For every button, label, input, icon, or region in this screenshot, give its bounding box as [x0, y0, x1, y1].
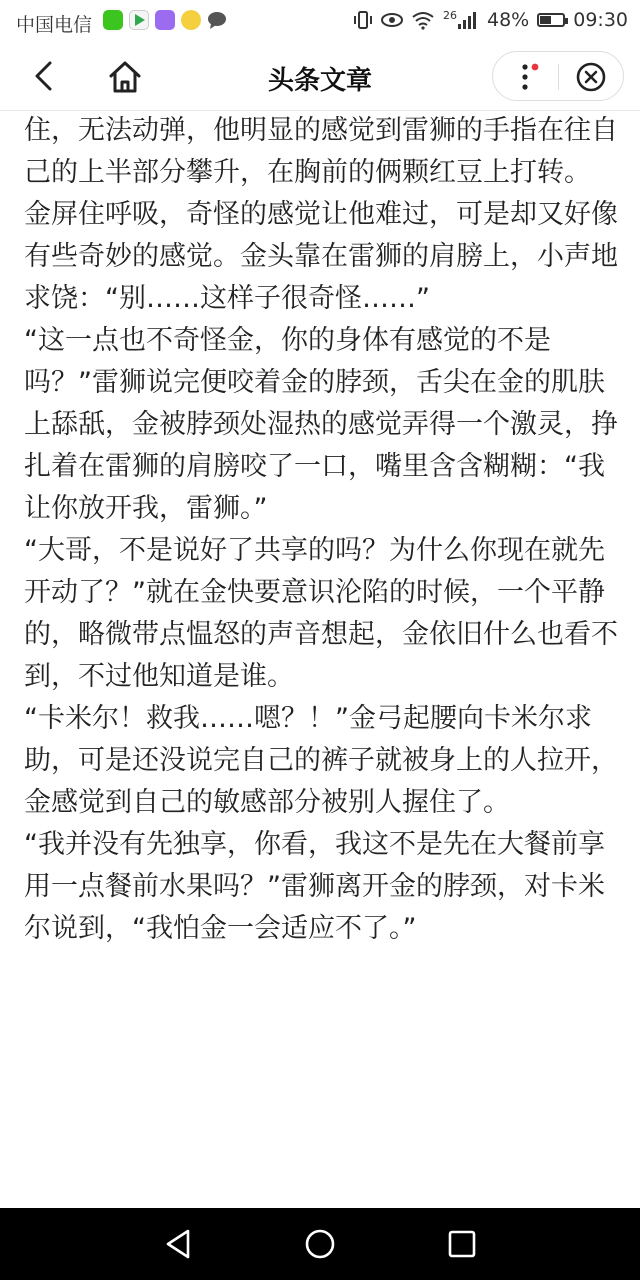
message-bubble-icon: [207, 10, 227, 30]
home-circle-icon[interactable]: [302, 1226, 338, 1262]
article-paragraph: “这一点也不奇怪金，你的身体有感觉的不是吗？”雷狮说完便咬着金的脖颈，舌尖在金的肌肤上舔舐，金被脖颈处湿热的感觉弄得一个激灵，挣扎着在雷狮的肩膀咬了一口，嘴里含含糊糊：“我让你放开我，雷狮。”: [24, 325, 618, 524]
network-type-label: 26: [443, 8, 457, 22]
battery-icon: [537, 13, 565, 27]
article-paragraph: “卡米尔！救我……嗯？！”金弓起腰向卡米尔求助，可是还没说完自己的裤子就被身上的人拉开，金感觉到自己的敏感部分被别人握住了。: [24, 703, 618, 818]
back-triangle-icon[interactable]: [160, 1226, 196, 1262]
carrier-label: 中国电信: [16, 14, 93, 36]
capsule-divider: [558, 64, 559, 90]
system-nav-bar: [0, 1208, 640, 1280]
status-bar: [0, 0, 640, 44]
article-body: [24, 110, 620, 1208]
recents-square-icon[interactable]: [444, 1226, 480, 1262]
notification-dot: [532, 64, 539, 71]
header-bar: [0, 44, 640, 111]
iqiyi-app-icon: [103, 10, 123, 30]
battery-fill: [540, 16, 551, 24]
notification-icons: [103, 10, 227, 30]
eye-icon: [381, 10, 403, 30]
signal-icon: [457, 10, 479, 30]
close-circle-icon[interactable]: [575, 61, 607, 93]
mascot-app-icon: [181, 10, 201, 30]
status-right: [353, 9, 628, 31]
wifi-icon: [411, 10, 435, 30]
video-app-icon: [129, 10, 149, 30]
article-paragraph: 住，无法动弹，他明显的感觉到雷狮的手指在往自己的上半部分攀升，在胸前的俩颗红豆上打转。: [24, 115, 618, 188]
article-paragraph: “大哥，不是说好了共享的吗？为什么你现在就先开动了？”就在金快要意识沦陷的时候，一个平静的，略微带点愠怒的声音想起，金依旧什么也看不到，不过他知道是谁。: [24, 535, 618, 692]
chat-app-icon: [155, 10, 175, 30]
battery-percent-label: 48%: [487, 9, 530, 31]
more-dots-icon[interactable]: [515, 62, 539, 92]
vibrate-icon: [353, 10, 373, 30]
clock-label: 09:30: [573, 9, 628, 31]
article-paragraph: “我并没有先独享，你看，我这不是先在大餐前享用一点餐前水果吗？”雷狮离开金的脖颈，对卡米尔说到，“我怕金一会适应不了。”: [24, 829, 605, 944]
mini-program-capsule: [492, 51, 624, 101]
page-title: 头条文章: [267, 66, 372, 96]
article-paragraph: 金屏住呼吸，奇怪的感觉让他难过，可是却又好像有些奇妙的感觉。金头靠在雷狮的肩膀上，小声地求饶：“别……这样子很奇怪……”: [24, 199, 618, 314]
